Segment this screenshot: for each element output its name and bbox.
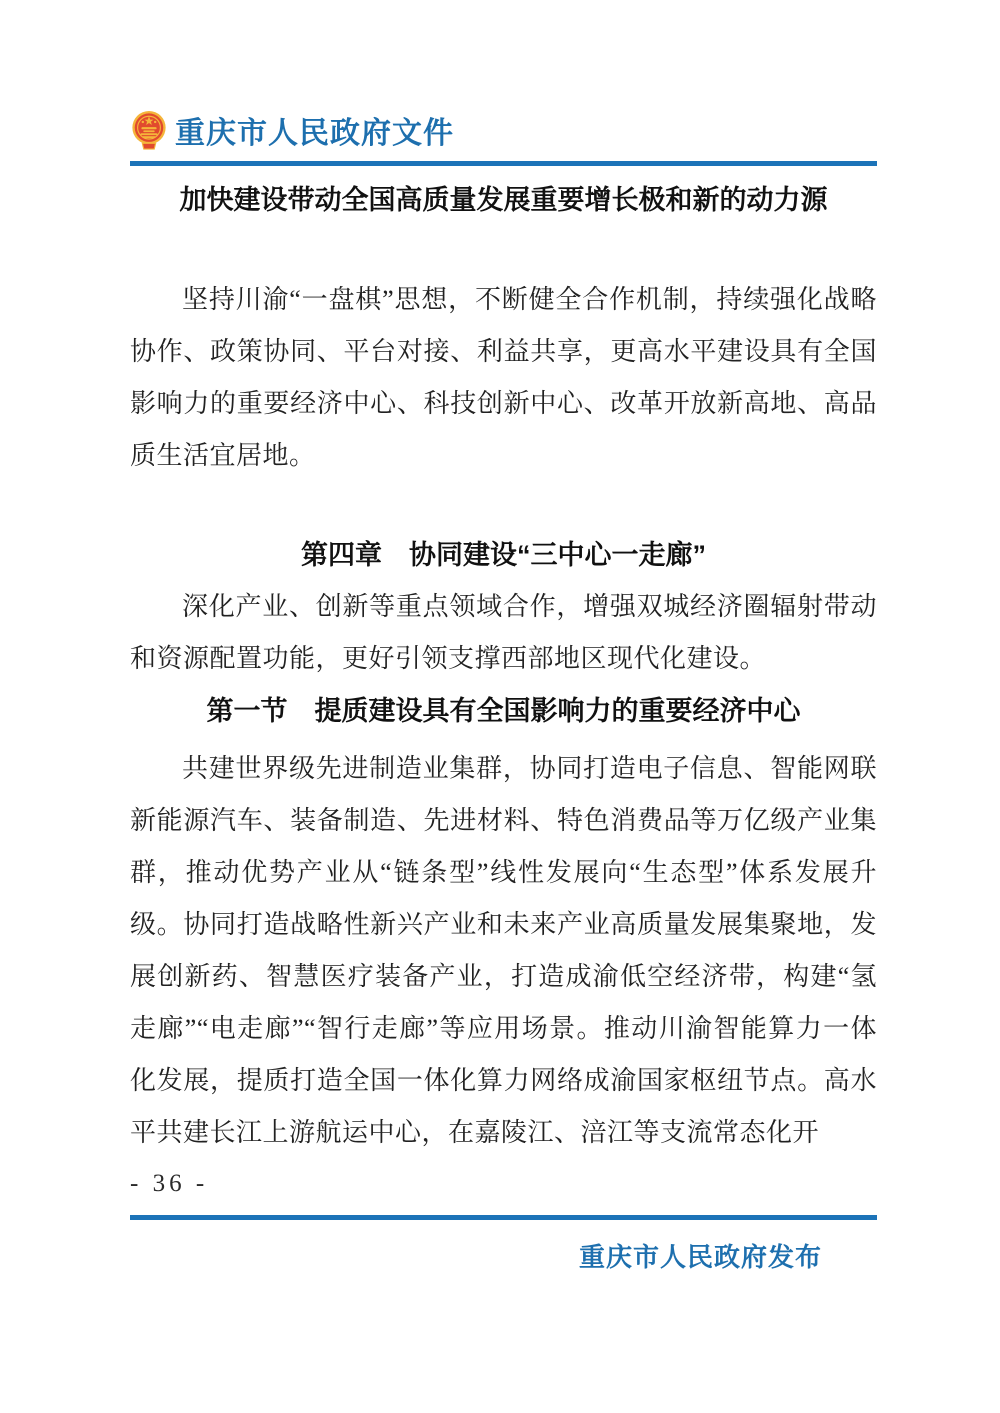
section-body-paragraph: 共建世界级先进制造业集群，协同打造电子信息、智能网联新能源汽车、装备制造、先进材料、特色消费品等万亿级产业集群，推动优势产业从“链条型”线性发展向“生态型”体系发展升级。协同打造战略性新兴产业和未来产业高质量发展集聚地，发展创新药、智慧医疗装备产业，打造成渝低空经济带，构建“氢走廊”“电走廊”“智行走廊”等应用场景。推动川渝智能算力一体化发展，提质打造全国一体化算力网络成渝国家枢纽节点。高水平共建长江上游航运中心，在嘉陵江、涪江等支流常态化开 [130,754,877,1147]
document-header [130,108,877,152]
chapter-intro-paragraph: 深化产业、创新等重点领域合作，增强双城经济圈辐射带动和资源配置功能，更好引领支撑西部地区现代化建设。 [130,592,877,673]
section-heading: 第一节 提质建设具有全国影响力的重要经济中心 [206,696,801,726]
document-title: 加快建设带动全国高质量发展重要增长极和新的动力源 [179,185,828,215]
publisher-label: 重庆市人民政府发布 [578,1242,822,1272]
chapter-heading: 第四章 协同建设“三中心一走廊” [301,540,706,570]
intro-paragraph: 坚持川渝“一盘棋”思想，不断健全合作机制，持续强化战略协作、政策协同、平台对接、利益共享，更高水平建设具有全国影响力的重要经济中心、科技创新中心、改革开放新高地、高品质生活宜居地。 [130,285,877,470]
header-org-name: 重庆市人民政府文件 [175,117,454,150]
page-number: - 36 - [130,1170,209,1197]
footer-divider-line [130,1215,877,1220]
document-page [130,0,877,1274]
china-national-emblem-icon [130,109,168,152]
header-divider-line [130,161,877,166]
